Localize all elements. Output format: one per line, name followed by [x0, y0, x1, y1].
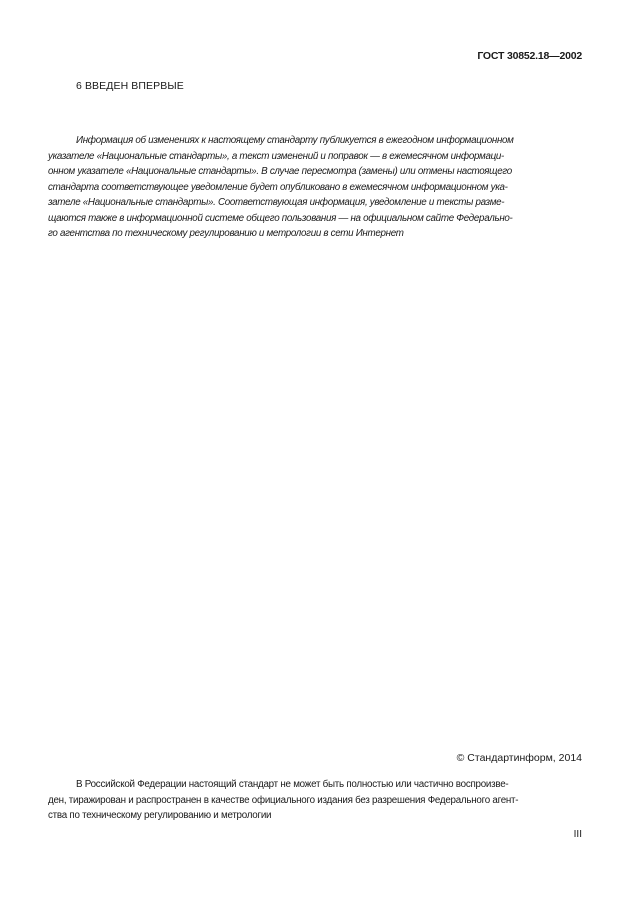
notice-line: В Российской Федерации настоящий стандарт не может быть полностью или частично воспроизве- — [76, 779, 509, 790]
info-line: стандарта соответствующее уведомление будет опубликовано в ежемесячном информационном ука- — [48, 181, 508, 193]
section-6-heading: 6 ВВЕДЕН ВПЕРВЫЕ — [76, 80, 184, 92]
amendments-info-paragraph — [48, 133, 584, 242]
copyright-line: © Стандартинформ, 2014 — [456, 752, 582, 764]
notice-line: ства по техническому регулированию и метрологии — [48, 810, 272, 821]
info-line: онном указателе «Национальные стандарты». В случае пересмотра (замены) или отмены настоящего — [48, 166, 512, 177]
info-line: Информация об изменениях к настоящему стандарту публикуется в ежегодном информационном — [76, 135, 514, 146]
info-line: го агентства по техническому регулированию и метрологии в сети Интернет — [48, 228, 404, 239]
document-code-header: ГОСТ 30852.18—2002 — [477, 50, 582, 62]
info-line: щаются также в информационной системе общего пользования — на официальном сайте Федерально- — [48, 212, 513, 224]
reproduction-notice-paragraph — [48, 777, 584, 824]
page-number: III — [573, 829, 582, 840]
info-line: зателе «Национальные стандарты». Соответствующая информация, уведомление и тексты разме- — [48, 197, 505, 208]
info-line: указателе «Национальные стандарты», а текст изменений и поправок — в ежемесячном информаци- — [48, 150, 505, 162]
notice-line: ден, тиражирован и распространен в качестве официального издания без разрешения Федерального агент- — [48, 794, 519, 806]
